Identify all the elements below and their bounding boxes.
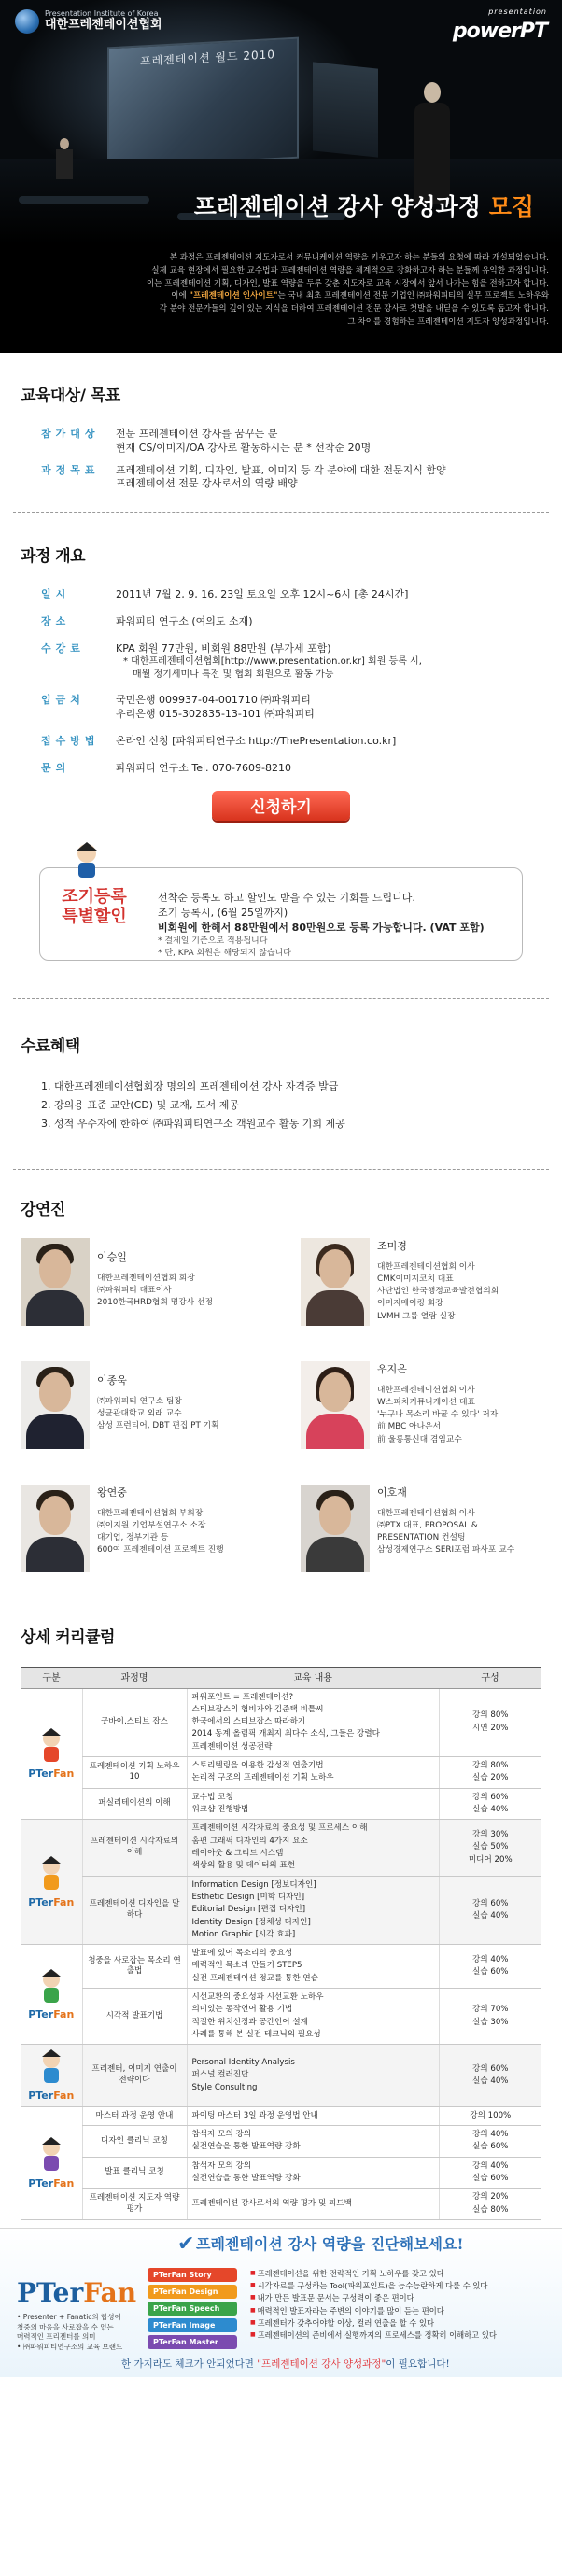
composition: 강의 80% (472, 1761, 509, 1771)
program-badge: PTerFan Design (148, 2285, 237, 2299)
content-line: 발표에 있어 목소리의 중요성 (191, 1949, 293, 1959)
content-line: Personal Identity Analysis (191, 2058, 295, 2068)
instructor-desc: 성균관대학교 외래 교수 (97, 1408, 182, 1418)
instructor-card (21, 1361, 301, 1466)
program-badges (148, 2268, 237, 2352)
headline-accent: 모집 (488, 193, 534, 220)
checklist-item: ■ 프레젠테이션의 준비에서 실행까지의 프로세스를 정확히 이해하고 있다 (250, 2330, 497, 2342)
instructor-desc: 前 MBC 아나운서 (377, 1422, 441, 1432)
instructor-card (21, 1485, 301, 1589)
pterfan-word: Fan (53, 1767, 75, 1781)
logo-desc: 청중의 마음을 사로잡을 수 있는 (17, 2322, 114, 2331)
desc-line: 본 과정은 프레젠테이션 지도자로서 커뮤니케이션 역량을 키우고자 하는 분들의 요청에 따라 개설되었습니다. (169, 253, 549, 262)
instructor-desc: 2010한국HRD협회 명강사 선정 (97, 1298, 213, 1308)
overview-value: 국민은행 009937-04-001710 ㈜파워피티 (116, 694, 311, 707)
early-registration-box (39, 867, 523, 961)
hero-description (15, 252, 549, 330)
early-line: 조기 등록시, (6월 25일까지) (158, 906, 288, 919)
participants-line: 전문 프레젠테이션 강사를 꿈꾸는 분 (116, 427, 278, 440)
desc-line: 실제 교육 현장에서 필요한 교수법과 프레젠테이션 역량을 체계적으로 강화하고자 하는 분들께 유익한 과정입니다. (151, 265, 549, 275)
course-name: 굿바이,스티브 잡스 (82, 1688, 187, 1757)
desc-highlight: "프레젠테이션 인사이트" (189, 291, 278, 302)
table-header: 구분 (21, 1668, 82, 1688)
slide-title: 프레젠테이션 월드 2010 (140, 48, 275, 68)
side-screen (313, 62, 378, 157)
hero-banner (0, 0, 562, 353)
benefit-item: 1. 대한프레젠테이션협회장 명의의 프레젠테이션 강사 자격증 발급 (41, 1079, 339, 1092)
group-cell (21, 2106, 82, 2219)
overview-section (0, 513, 562, 998)
pterfan-badge (28, 1854, 74, 1909)
group-cell (21, 1820, 82, 1945)
course-name: 프레젠테이션 지도자 역량평가 (82, 2189, 187, 2220)
group-cell (21, 2045, 82, 2106)
curriculum-table (21, 1667, 541, 2220)
brand-small: presentation (488, 7, 547, 16)
content-line: Information Design [정보디자인] (191, 1879, 316, 1890)
logo-desc: • Presenter + Fanatic의 합성어 (17, 2312, 121, 2321)
composition: 실습 40% (472, 1910, 509, 1921)
overview-value: 2011년 7월 2, 9, 16, 23일 토요일 오후 12시~6시 [총 24시간] (116, 587, 409, 600)
pterfan-badge (28, 2048, 74, 2103)
course-name: 발표 클리닉 코칭 (82, 2157, 187, 2189)
early-tag-line: 조기등록 (62, 886, 127, 907)
instructor-card (301, 1238, 562, 1343)
pterfan-word: Fan (53, 2089, 75, 2102)
program-badge: PTerFan Story (148, 2268, 237, 2282)
early-note: * 결제일 기준으로 적용됩니다 (158, 936, 268, 946)
pterfan-word: PTer (28, 2089, 54, 2102)
content-line: 워크샵 진행방법 (191, 1805, 249, 1814)
benefits-title: 수료혜택 (21, 1037, 80, 1056)
content-line: 퍼스널 컬러진단 (191, 2070, 249, 2080)
overview-label: 장소 (41, 614, 71, 627)
desc-line: 이에 "프레젠테이션 인사이트"는 국내 최초 프레젠테이션 전문 기업인 ㈜파워피티의 실무 프로젝트 노하우와 (171, 291, 549, 302)
table-row (21, 2157, 541, 2189)
content-line: 색상의 활용 및 데이터의 표현 (191, 1861, 296, 1871)
composition: 강의 30% (472, 1829, 509, 1839)
instructors-title: 강연진 (21, 1201, 65, 1219)
content-line: Style Consulting (191, 2082, 258, 2092)
table-row (21, 1688, 541, 1757)
pterfan-word: Fan (53, 1895, 75, 1908)
early-note: * 단, KPA 회원은 해당되지 않습니다 (158, 948, 291, 958)
content-line: 참석자 모의 강의 (191, 2130, 252, 2140)
instructor-desc: 이미지메이킹 회장 (377, 1299, 443, 1309)
composition: 강의 70% (472, 2005, 509, 2015)
checklist-item: ■ 프레젠터가 갖추어야할 이상, 컬러 연출을 할 수 있다 (250, 2317, 497, 2330)
org-small-text: Presentation Institute of Korea (45, 9, 159, 19)
content-line: 스티브잡스의 협비자와 김준택 비틀씨 (191, 1704, 324, 1714)
content-line: 매력적인 목소리 만들기 STEP5 (191, 1961, 302, 1971)
instructor-card (301, 1361, 562, 1466)
table-row (21, 2126, 541, 2158)
curriculum-title: 상세 커리큘럼 (21, 1628, 115, 1647)
instructor-name: 이종욱 (97, 1373, 127, 1387)
instructor-desc: 대한프레젠테이션협회 이사 (377, 1261, 475, 1272)
content-line: 실전연습을 통한 발표역량 강화 (191, 2174, 301, 2183)
composition: 시연 20% (472, 1723, 509, 1733)
course-name: 프레젠테이션 디자인을 말하다 (82, 1876, 187, 1945)
banner-slogan: 프레젠테이션 강사 역량을 진단해보세요! (196, 2234, 464, 2253)
content-line: Identity Design [정체성 디자인] (191, 1917, 311, 1927)
instructor-name: 왕연중 (97, 1485, 127, 1499)
benefit-item: 3. 성적 우수자에 한하여 ㈜파워피티연구소 객원교수 활동 기회 제공 (41, 1117, 345, 1130)
composition: 미디어 20% (468, 1854, 513, 1865)
composition: 실습 50% (472, 1842, 509, 1852)
composition: 실습 30% (472, 2017, 509, 2027)
pterfan-word: PTer (28, 1895, 54, 1908)
pterfan-word: PTer (28, 2008, 54, 2021)
instructor-desc: 前 울릉통신대 겸임교수 (377, 1434, 462, 1444)
program-badge: PTerFan Master (148, 2335, 237, 2349)
participants-label: 참가대상 (41, 427, 100, 440)
course-name: 청중을 사로잡는 목소리 연출법 (82, 1945, 187, 1989)
mascot-icon (35, 1854, 68, 1892)
table-header: 구성 (439, 1668, 541, 1688)
desc-line: 그 차이를 경험하는 프레젠테이션 지도자 양성과정입니다. (347, 317, 549, 327)
composition: 강의 100% (470, 2110, 512, 2120)
content-line: 시선교환의 중요성과 시선교환 노하우 (191, 1992, 324, 2003)
mascot-icon (35, 1967, 68, 2005)
pterfan-logo (17, 2275, 136, 2353)
group-cell (21, 1688, 82, 1820)
logo-word: Fan (83, 2276, 137, 2308)
instructor-photo (21, 1238, 90, 1326)
check-icon: ✔ (177, 2231, 195, 2256)
composition: 강의 40% (472, 2161, 509, 2171)
composition: 강의 60% (472, 2063, 509, 2074)
content-line: 한국에서의 스티브잡스 따라하기 (191, 1717, 306, 1727)
overview-value: 파워피티 연구소 (여의도 소재) (116, 614, 253, 627)
checklist-item: ■ 프레젠테이션을 위한 전략적인 기획 노하우를 갖고 있다 (250, 2268, 497, 2280)
diagnosis-banner (0, 2228, 562, 2377)
overview-value: 우리은행 015-302835-13-101 ㈜파워피티 (116, 708, 315, 721)
content-line: 홈편 그래픽 디자인의 4가지 요소 (191, 1836, 308, 1846)
mascot-icon (68, 840, 105, 880)
closing-highlight: "프레젠테이션 강사 양성과정" (257, 2358, 386, 2370)
table-row (21, 1945, 541, 1989)
early-wrapper (21, 867, 541, 961)
content-line: 파이팅 마스터 3일 과정 운영법 안내 (191, 2110, 318, 2120)
content-line: 프레젠테이션 성공전략 (191, 1741, 273, 1752)
table-row (21, 1876, 541, 1945)
table-row (21, 1820, 541, 1876)
content-line: Motion Graphic [시각 효과] (191, 1929, 296, 1939)
table-header: 과정명 (82, 1668, 187, 1688)
pterfan-word: Fan (53, 2176, 75, 2189)
table-row (21, 1989, 541, 2045)
instructor-desc: ㈜파워피티 연구소 팀장 (97, 1396, 182, 1406)
composition: 실습 20% (472, 1773, 509, 1783)
instructor-desc: 600여 프레젠테이션 프로젝트 진행 (97, 1545, 224, 1555)
instructor-desc: 사단법인 한국행정교육발전협의회 (377, 1287, 499, 1297)
desc-line: 각 분야 전문가들의 깊이 있는 지식을 더하여 프레젠테이션 전문 강사로 첫발을 내딛을 수 있도록 돕고자 합니다. (159, 304, 549, 314)
speaker-figure (411, 82, 454, 204)
early-line: 비회원에 한해서 88만원에서 80만원으로 등록 가능합니다. (VAT 포함) (158, 921, 485, 934)
group-cell (21, 1945, 82, 2045)
composition: 실습 60% (472, 2142, 509, 2152)
early-line: 선착순 등록도 하고 할인도 받을 수 있는 기회를 드립니다. (158, 891, 415, 904)
composition: 강의 60% (472, 1792, 509, 1802)
table-row (21, 2189, 541, 2220)
curriculum-heading (0, 1618, 562, 1667)
instructor-grid (21, 1238, 541, 1589)
content-line: 프레젠테이션 강사로서의 역량 평가 및 피드백 (191, 2198, 352, 2208)
composition: 실습 60% (472, 1967, 509, 1978)
closing-tail: 이 필요합니다! (386, 2358, 450, 2370)
composition: 실습 40% (472, 1805, 509, 1814)
target-title: 교육대상/ 목표 (21, 387, 120, 405)
goal-line: 프레젠테이션 전문 강사로서의 역량 배양 (116, 477, 298, 490)
table-row (21, 1788, 541, 1820)
instructor-desc: 대기업, 정부기관 등 (97, 1533, 169, 1543)
closing-text: 한 가지라도 체크가 안되었다면 (121, 2358, 258, 2370)
benefit-list (21, 1080, 541, 1132)
instructor-desc: PRESENTATION 컨설팅 (377, 1533, 466, 1543)
content-line: 레이아웃 & 그리드 시스템 (191, 1848, 284, 1858)
composition: 강의 80% (472, 1710, 509, 1721)
overview-value[interactable]: 온라인 신청 [파워피티연구소 http://ThePresentation.co.kr] (116, 735, 397, 748)
content-line: 2014 동계 올림픽 개최지 최다수 소식, 그들은 강렬다 (191, 1729, 380, 1739)
checklist-item: ■ 매력적인 발표자라는 주변의 이야기를 많이 듣는 편이다 (250, 2305, 497, 2317)
mascot-icon (35, 2048, 68, 2085)
table-row (21, 1757, 541, 1789)
speaker-figure-small (56, 138, 73, 179)
content-line: 사례를 통해 본 실전 테크닉의 필요성 (191, 2030, 321, 2039)
overview-label: 수강료 (41, 641, 85, 655)
overview-label: 문의 (41, 762, 71, 774)
overview-value: * 대한프레젠테이션협회[http://www.presentation.or.kr] 회원 등록 시, (123, 656, 422, 668)
program-badge: PTerFan Image (148, 2318, 237, 2332)
content-line: 참석자 모의 강의 (191, 2161, 252, 2171)
desc-line: 이는 프레젠테이션 기획, 디자인, 발표 역량을 두루 갖춘 지도자로 교육 시장에서 앞서 나가는 힘을 전하고자 합니다. (146, 278, 549, 289)
table-row (21, 2045, 541, 2106)
pterfan-badge (28, 1967, 74, 2022)
early-text (158, 891, 485, 960)
course-name: 프리젠터, 이미지 연출이 전략이다 (82, 2045, 187, 2106)
goal-line: 프레젠테이션 기획, 디자인, 발표, 이미지 등 각 분야에 대한 전문지식 함양 (116, 463, 446, 476)
instructor-desc: LVMH 그룹 열람 실장 (377, 1311, 456, 1321)
content-line: 프레젠테이션 시각자료의 중요성 및 프로세스 이해 (191, 1823, 368, 1834)
instructor-desc: W스피치커뮤니케이션 대표 (377, 1397, 475, 1407)
instructor-desc: 대한프레젠테이션협회 이사 (377, 1385, 475, 1395)
instructor-desc: ㈜파워피티 대표이사 (97, 1285, 172, 1295)
checklist-item: ■ 시각자료를 구성하는 Tool(파워포인트)을 능수능란하게 다룰 수 있다 (250, 2280, 497, 2292)
early-tag (51, 887, 137, 927)
mascot-icon (35, 1726, 68, 1764)
association-logo[interactable] (15, 9, 162, 34)
content-line: 파워포인트 = 프레젠테이션? (191, 1692, 294, 1702)
banner-closing (121, 2358, 450, 2371)
content-line: 교수법 코칭 (191, 1792, 233, 1802)
overview-value: KPA 회원 77만원, 비회원 88만원 (부가세 포함) (116, 641, 331, 655)
composition: 실습 80% (472, 2204, 509, 2215)
content-line: Esthetic Design [미학 디자인] (191, 1892, 305, 1902)
pterfan-word: PTer (28, 1767, 54, 1781)
overview-value: 매월 정기세미나 특전 및 협회 회원으로 활동 가능 (133, 669, 334, 680)
hero-headline (0, 191, 562, 223)
content-line: 실전 프레젠테이션 정교를 통한 연습 (191, 1973, 318, 1983)
instructor-desc: '누구나 목소리 바꿀 수 있다' 저자 (377, 1410, 499, 1420)
course-name: 프레젠테이션 시각자료의 이해 (82, 1820, 187, 1876)
overview-label: 접수방법 (41, 735, 100, 748)
powerpt-logo[interactable] (453, 7, 547, 45)
early-tag-line: 특별할인 (62, 907, 127, 927)
course-name: 마스터 과정 운영 안내 (82, 2106, 187, 2125)
composition: 강의 60% (472, 1898, 509, 1908)
goal-label: 과정목표 (41, 463, 100, 476)
logo-desc: • ㈜파워피티연구소의 교육 브랜드 (17, 2343, 123, 2352)
composition: 강의 40% (472, 1954, 509, 1964)
benefits-section (0, 999, 562, 1169)
instructor-desc: ㈜이지원 기업부설연구소 소장 (97, 1520, 206, 1530)
instructor-photo (21, 1485, 90, 1572)
org-name: 대한프레젠테이션협회 (45, 18, 162, 33)
instructor-photo (301, 1361, 370, 1449)
content-line: 스토리텔링을 이용한 감성적 연출기법 (191, 1761, 324, 1771)
instructor-desc: 삼성 프런티어, DBT 편집 PT 기획 (97, 1421, 219, 1431)
globe-icon (15, 9, 39, 34)
pterfan-badge (28, 2135, 74, 2190)
course-name: 시각적 발표기법 (82, 1989, 187, 2045)
overview-value: 파워피티 연구소 Tel. 070-7609-8210 (116, 762, 291, 774)
instructor-desc: 대한프레젠테이션협회 부회장 (97, 1508, 204, 1518)
composition: 실습 40% (472, 2076, 509, 2087)
content-line: 실전연습을 통한 발표역량 강화 (191, 2142, 301, 2152)
instructor-card (301, 1485, 562, 1589)
instructor-photo (21, 1361, 90, 1449)
composition: 강의 20% (472, 2192, 509, 2203)
overview-title: 과정 개요 (21, 547, 86, 566)
course-name: 프레젠테이션 기획 노하우 10 (82, 1757, 187, 1789)
content-line: 적절한 위치선정과 공간언어 설계 (191, 2017, 308, 2027)
headline-main: 프레젠테이션 강사 양성과정 (193, 193, 489, 220)
table-header: 교육 내용 (187, 1668, 439, 1688)
content-line: 의미있는 동작언어 활용 기법 (191, 2005, 293, 2015)
participants-line: 현재 CS/이미지/OA 강사로 활동하시는 분 * 선착순 20명 (116, 441, 372, 454)
course-name: 퍼실리테이션의 이해 (82, 1788, 187, 1820)
benefit-item: 2. 강의용 표준 교안(CD) 및 교재, 도서 제공 (41, 1098, 239, 1111)
target-section (0, 353, 562, 512)
content-line: Editorial Design [편집 디자인] (191, 1905, 306, 1915)
instructors-section (0, 1170, 562, 1618)
composition: 강의 40% (472, 2130, 509, 2140)
brand-big: powerPT (452, 19, 547, 43)
instructor-photo (301, 1238, 370, 1326)
composition: 실습 60% (472, 2174, 509, 2183)
logo-word: PTer (17, 2276, 84, 2308)
instructor-card (21, 1238, 301, 1343)
logo-desc: 매력적인 프리젠터를 의미 (17, 2332, 96, 2342)
instructor-desc: 삼성경제연구소 SERI포럼 파사포 교수 (377, 1545, 515, 1555)
overview-label: 입금처 (41, 694, 85, 707)
table-row (21, 2106, 541, 2125)
overview-label: 일시 (41, 587, 71, 600)
pterfan-word: Fan (53, 2008, 75, 2021)
instructor-name: 우지은 (377, 1362, 407, 1375)
apply-button[interactable]: 신청하기 (212, 791, 350, 821)
course-name: 디자인 클리닉 코칭 (82, 2126, 187, 2158)
checklist-item: ■ 내가 만든 발표문 문서는 구성력이 좋은 편이다 (250, 2292, 497, 2304)
instructor-photo (301, 1485, 370, 1572)
instructor-desc: 대한프레젠테이션협회 이사 (377, 1508, 475, 1518)
pterfan-badge (28, 1726, 74, 1781)
instructor-name: 조미경 (377, 1239, 407, 1252)
checklist (250, 2268, 497, 2343)
instructor-desc: CMK이미지코치 대표 (377, 1274, 454, 1284)
pterfan-word: PTer (28, 2176, 54, 2189)
mascot-icon (35, 2135, 68, 2173)
instructor-name: 이호재 (377, 1485, 407, 1499)
program-badge: PTerFan Speech (148, 2302, 237, 2316)
instructor-desc: ㈜PTX 대표, PROPOSAL & (377, 1520, 478, 1530)
instructor-name: 이승일 (97, 1250, 127, 1263)
instructor-desc: 대한프레젠테이션협회 회장 (97, 1273, 195, 1283)
content-line: 논리적 구조의 프레젠테이션 기획 노하우 (191, 1773, 334, 1783)
